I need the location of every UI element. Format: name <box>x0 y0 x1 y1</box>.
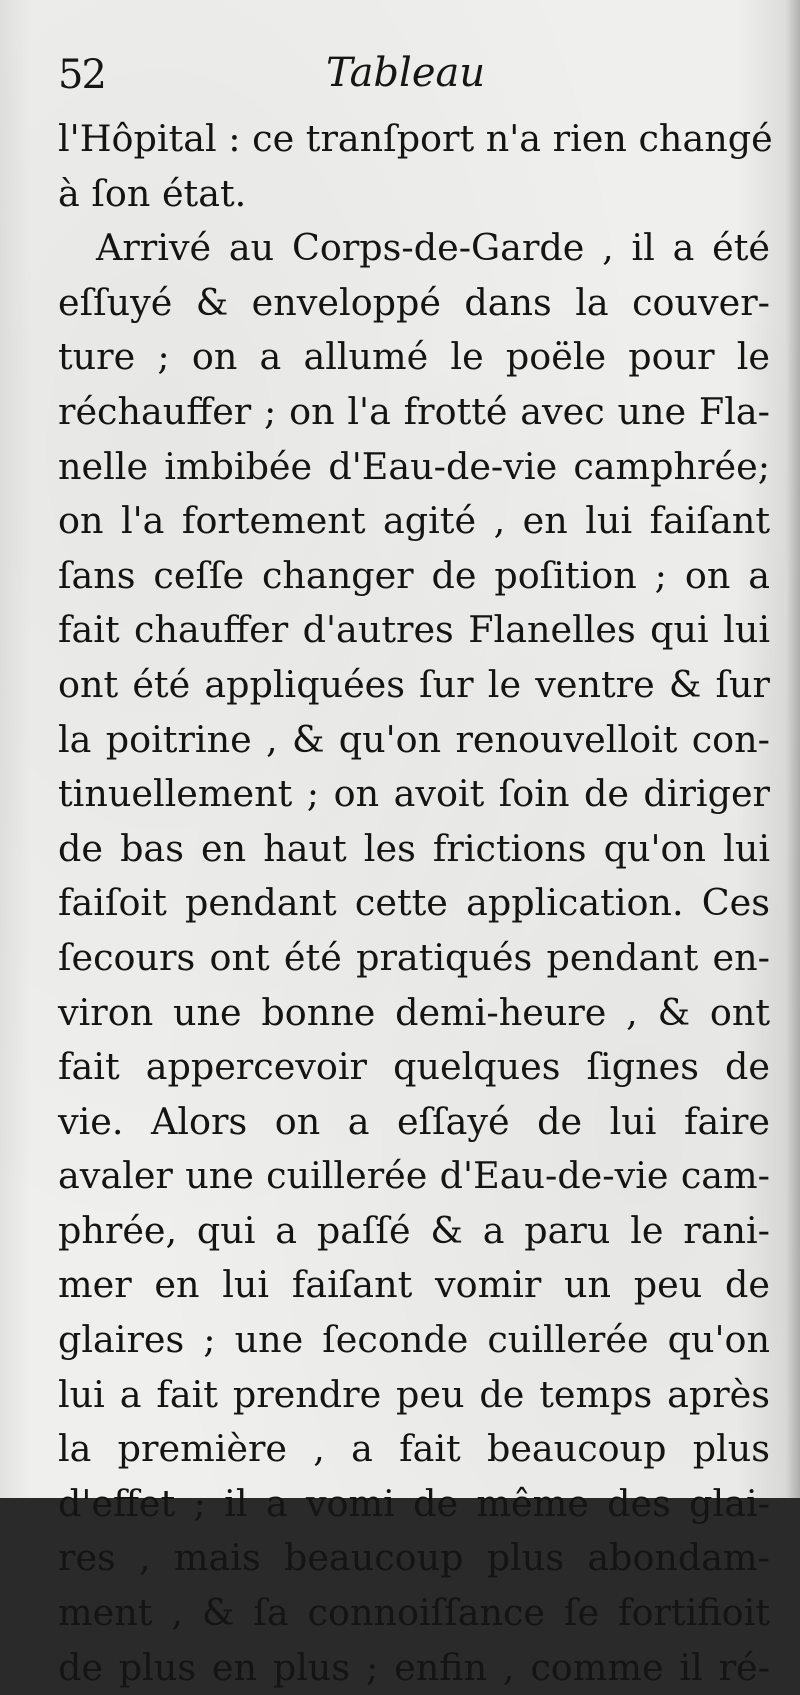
text-line: à ſon état. <box>58 171 247 215</box>
text-line: eſſuyé & enveloppé dans la couver- <box>58 280 770 324</box>
page-number: 52 <box>58 52 105 98</box>
running-head <box>58 50 758 110</box>
running-title: Tableau <box>326 50 486 96</box>
text-line: faiſoit pendant cette application. Ces <box>58 881 770 925</box>
text-line: avaler une cuillerée d'Eau-de-vie cam- <box>58 1154 770 1198</box>
text-line: de bas en haut les frictions qu'on lui <box>58 826 770 870</box>
text-line: fait appercevoir quelques ſignes de <box>58 1045 770 1089</box>
text-line: viron une bonne demi-heure , & ont <box>58 990 770 1034</box>
text-line: la première , a fait beaucoup plus <box>58 1427 770 1471</box>
text-line: vie. Alors on a eſſayé de lui faire <box>58 1099 770 1143</box>
text-line: ſecours ont été pratiqués pendant en- <box>58 935 770 979</box>
text-line: l'Hôpital : ce tranſport n'a rien changé <box>58 117 773 160</box>
text-line: phrée, qui a paſſé & a paru le rani- <box>58 1208 770 1252</box>
text-line: ont été appliquées ſur le ventre & ſur <box>58 662 770 706</box>
text-line: lui a fait prendre peu de temps après <box>58 1372 770 1416</box>
text-line: res , mais beaucoup plus abondam- <box>58 1536 770 1580</box>
text-line: fait chauffer d'autres Flanelles qui lui <box>58 608 770 652</box>
text-line: nelle imbibée d'Eau-de-vie camphrée; <box>58 444 770 488</box>
text-line: de plus en plus ; enfin , comme il ré- <box>58 1645 770 1689</box>
text-line: la poitrine , & qu'on renouvelloit con- <box>58 717 770 761</box>
body-text <box>58 112 773 1695</box>
text-line: mer en lui faiſant vomir un peu de <box>58 1263 770 1307</box>
text-line: ſans ceſſe changer de poſition ; on a <box>58 553 770 597</box>
text-line: ture ; on a allumé le poële pour le <box>58 335 770 379</box>
text-line: d'effet ; il a vomi de même des glai- <box>58 1481 770 1525</box>
text-line: Arrivé au Corps-de-Garde , il a été <box>96 226 770 270</box>
text-line: ment , & ſa connoiſſance ſe fortifioit <box>58 1591 770 1635</box>
text-line: glaires ; une ſeconde cuillerée qu'on <box>58 1318 770 1362</box>
page-edge-shadow <box>786 0 800 1498</box>
text-line: tinuellement ; on avoit ſoin de diriger <box>58 772 770 816</box>
text-line: on l'a fortement agité , en lui faiſant <box>58 499 770 543</box>
text-line: réchauffer ; on l'a frotté avec une Fla- <box>58 389 770 433</box>
